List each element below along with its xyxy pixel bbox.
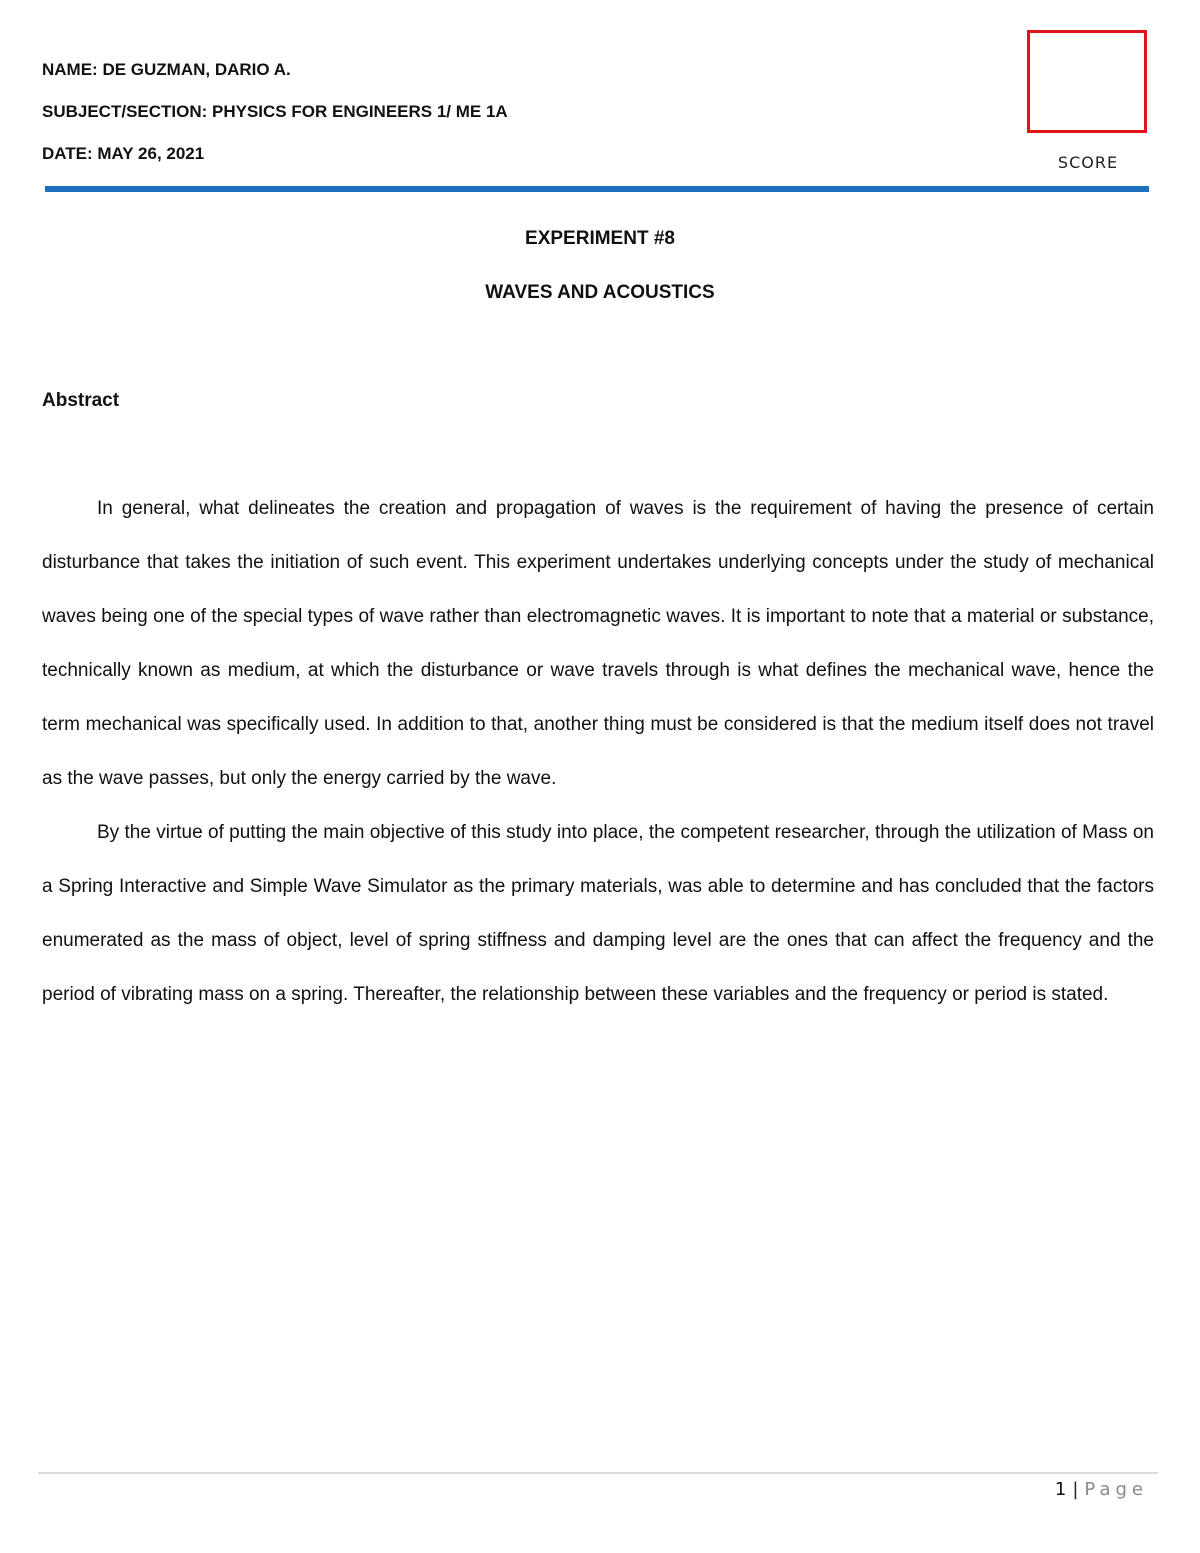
score-box bbox=[1027, 30, 1147, 133]
page-number: 1 bbox=[1054, 1479, 1067, 1500]
abstract-paragraph: In general, what delineates the creation and propagation of waves is the requirement of having the presence of certain disturbance that takes the initiation of such event. This experiment undertakes underlying concepts under the study of mechanical waves being one of the special types of wave rather than electromagnetic waves. It is important to note that a material or substance, technically known as medium, at which the disturbance or wave travels through is what defines the mechanical wave, hence the term mechanical was specifically used. In addition to that, another thing must be considered is that the medium itself does not travel as the wave passes, but only the energy carried by the wave. bbox=[42, 498, 1154, 789]
experiment-title: EXPERIMENT #8 bbox=[525, 228, 675, 249]
footer-separator: | bbox=[1072, 1479, 1079, 1500]
header-divider bbox=[45, 186, 1149, 192]
page-footer bbox=[1055, 1479, 1148, 1500]
page-word: Page bbox=[1084, 1479, 1148, 1500]
experiment-subtitle: WAVES AND ACOUSTICS bbox=[485, 282, 715, 303]
student-name: NAME: DE GUZMAN, DARIO A. bbox=[42, 60, 291, 79]
submission-date: DATE: MAY 26, 2021 bbox=[42, 144, 205, 163]
subject-section: SUBJECT/SECTION: PHYSICS FOR ENGINEERS 1/ ME 1A bbox=[42, 102, 508, 121]
abstract-paragraph: By the virtue of putting the main objective of this study into place, the competent researcher, through the utilization of Mass on a Spring Interactive and Simple Wave Simulator as the primary materials, was able to determine and has concluded that the factors enumerated as the mass of object, level of spring stiffness and damping level are the ones that can affect the frequency and the period of vibrating mass on a spring. Thereafter, the relationship between these variables and the frequency or period is stated. bbox=[42, 822, 1154, 1005]
footer-divider bbox=[38, 1472, 1158, 1474]
abstract-heading: Abstract bbox=[42, 390, 120, 411]
score-label: SCORE bbox=[1057, 153, 1119, 172]
